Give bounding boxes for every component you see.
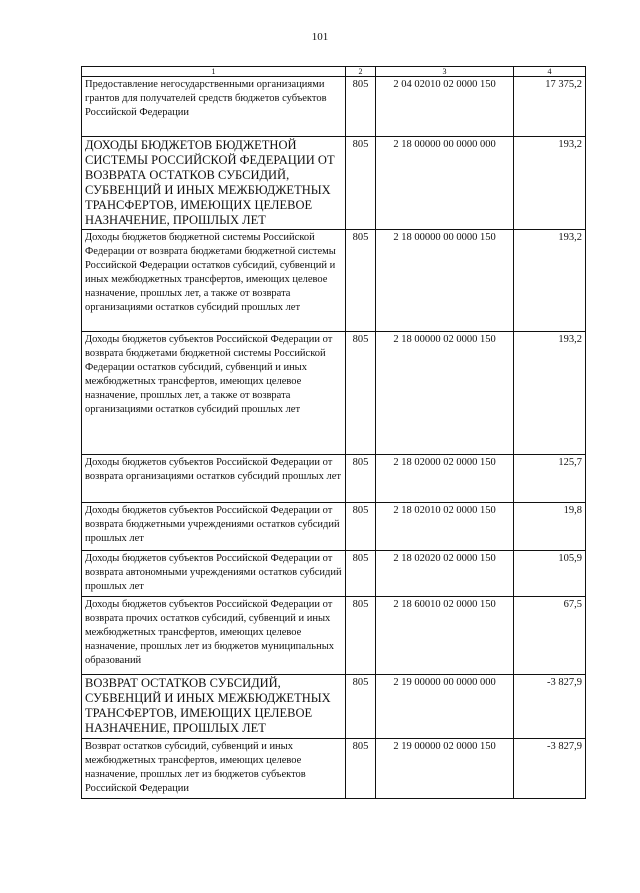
row-amount-cell: 67,5 [514,597,586,675]
table-row [82,137,586,230]
table-row [82,597,586,675]
row-amount-cell: 193,2 [514,332,586,455]
table-row [82,739,586,799]
row-name-cell: Предоставление негосударственными организациями грантов для получателей средств бюджетов субъектов Российской Федерации [82,77,346,137]
row-admin-cell: 805 [346,230,376,332]
row-amount-cell: 17 375,2 [514,77,586,137]
row-name-cell: ДОХОДЫ БЮДЖЕТОВ БЮДЖЕТНОЙ СИСТЕМЫ РОССИЙСКОЙ ФЕДЕРАЦИИ ОТ ВОЗВРАТА ОСТАТКОВ СУБСИДИЙ, СУБВЕНЦИЙ И ИНЫХ МЕЖБЮДЖЕТНЫХ ТРАНСФЕРТОВ, ИМЕЮЩИХ ЦЕЛЕВОЕ НАЗНАЧЕНИЕ, ПРОШЛЫХ ЛЕТ [82,137,346,230]
row-name-cell: Доходы бюджетов субъектов Российской Федерации от возврата организациями остатков субсидий прошлых лет [82,455,346,503]
row-name-cell: Доходы бюджетов субъектов Российской Федерации от возврата бюджетами бюджетной системы Российской Федерации остатков субсидий, субвенций и иных межбюджетных трансфертов, имеющих целевое назначение, прошлых лет, а также от возврата организациями остатков субсидий прошлых лет [82,332,346,455]
row-admin-cell: 805 [346,332,376,455]
row-code-cell: 2 19 00000 02 0000 150 [376,739,514,799]
row-admin-cell: 805 [346,597,376,675]
table-row [82,551,586,597]
row-code-cell: 2 19 00000 00 0000 000 [376,675,514,739]
table-row [82,332,586,455]
table-row [82,77,586,137]
budget-revenue-table [81,66,586,799]
row-code-cell: 2 18 60010 02 0000 150 [376,597,514,675]
row-name-cell: Доходы бюджетов субъектов Российской Федерации от возврата бюджетными учреждениями остатков субсидий прошлых лет [82,503,346,551]
row-code-cell: 2 18 00000 02 0000 150 [376,332,514,455]
row-name-cell: Доходы бюджетов бюджетной системы Российской Федерации от возврата бюджетами бюджетной системы Российской Федерации остатков субсидий, субвенций и иных межбюджетных трансфертов, имеющих целевое назначение, прошлых лет, а также от возврата организациями остатков субсидий прошлых лет [82,230,346,332]
column-header-2: 2 [346,67,376,77]
row-name-cell: Доходы бюджетов субъектов Российской Федерации от возврата прочих остатков субсидий, субвенций и иных межбюджетных трансфертов, имеющих целевое назначение, прошлых лет из бюджетов муниципальных образований [82,597,346,675]
column-header-3: 3 [376,67,514,77]
row-amount-cell: -3 827,9 [514,675,586,739]
page-number: 101 [311,31,329,43]
table-row [82,455,586,503]
row-code-cell: 2 18 00000 00 0000 000 [376,137,514,230]
row-admin-cell: 805 [346,551,376,597]
row-admin-cell: 805 [346,503,376,551]
table-row [82,675,586,739]
table-row [82,230,586,332]
row-amount-cell: 193,2 [514,230,586,332]
row-name-cell: Возврат остатков субсидий, субвенций и иных межбюджетных трансфертов, имеющих целевое назначение, прошлых лет из бюджетов субъектов Российской Федерации [82,739,346,799]
column-header-1: 1 [82,67,346,77]
row-code-cell: 2 18 02010 02 0000 150 [376,503,514,551]
row-admin-cell: 805 [346,137,376,230]
row-code-cell: 2 18 02000 02 0000 150 [376,455,514,503]
row-amount-cell: 105,9 [514,551,586,597]
row-admin-cell: 805 [346,675,376,739]
row-name-cell: ВОЗВРАТ ОСТАТКОВ СУБСИДИЙ, СУБВЕНЦИЙ И ИНЫХ МЕЖБЮДЖЕТНЫХ ТРАНСФЕРТОВ, ИМЕЮЩИХ ЦЕЛЕВОЕ НАЗНАЧЕНИЕ, ПРОШЛЫХ ЛЕТ [82,675,346,739]
table-row [82,503,586,551]
row-amount-cell: -3 827,9 [514,739,586,799]
row-code-cell: 2 18 00000 00 0000 150 [376,230,514,332]
row-admin-cell: 805 [346,77,376,137]
row-amount-cell: 19,8 [514,503,586,551]
row-admin-cell: 805 [346,455,376,503]
column-header-4: 4 [514,67,586,77]
row-amount-cell: 193,2 [514,137,586,230]
row-admin-cell: 805 [346,739,376,799]
row-code-cell: 2 04 02010 02 0000 150 [376,77,514,137]
row-code-cell: 2 18 02020 02 0000 150 [376,551,514,597]
row-amount-cell: 125,7 [514,455,586,503]
table-header-row [82,67,586,77]
row-name-cell: Доходы бюджетов субъектов Российской Федерации от возврата автономными учреждениями остатков субсидий прошлых лет [82,551,346,597]
